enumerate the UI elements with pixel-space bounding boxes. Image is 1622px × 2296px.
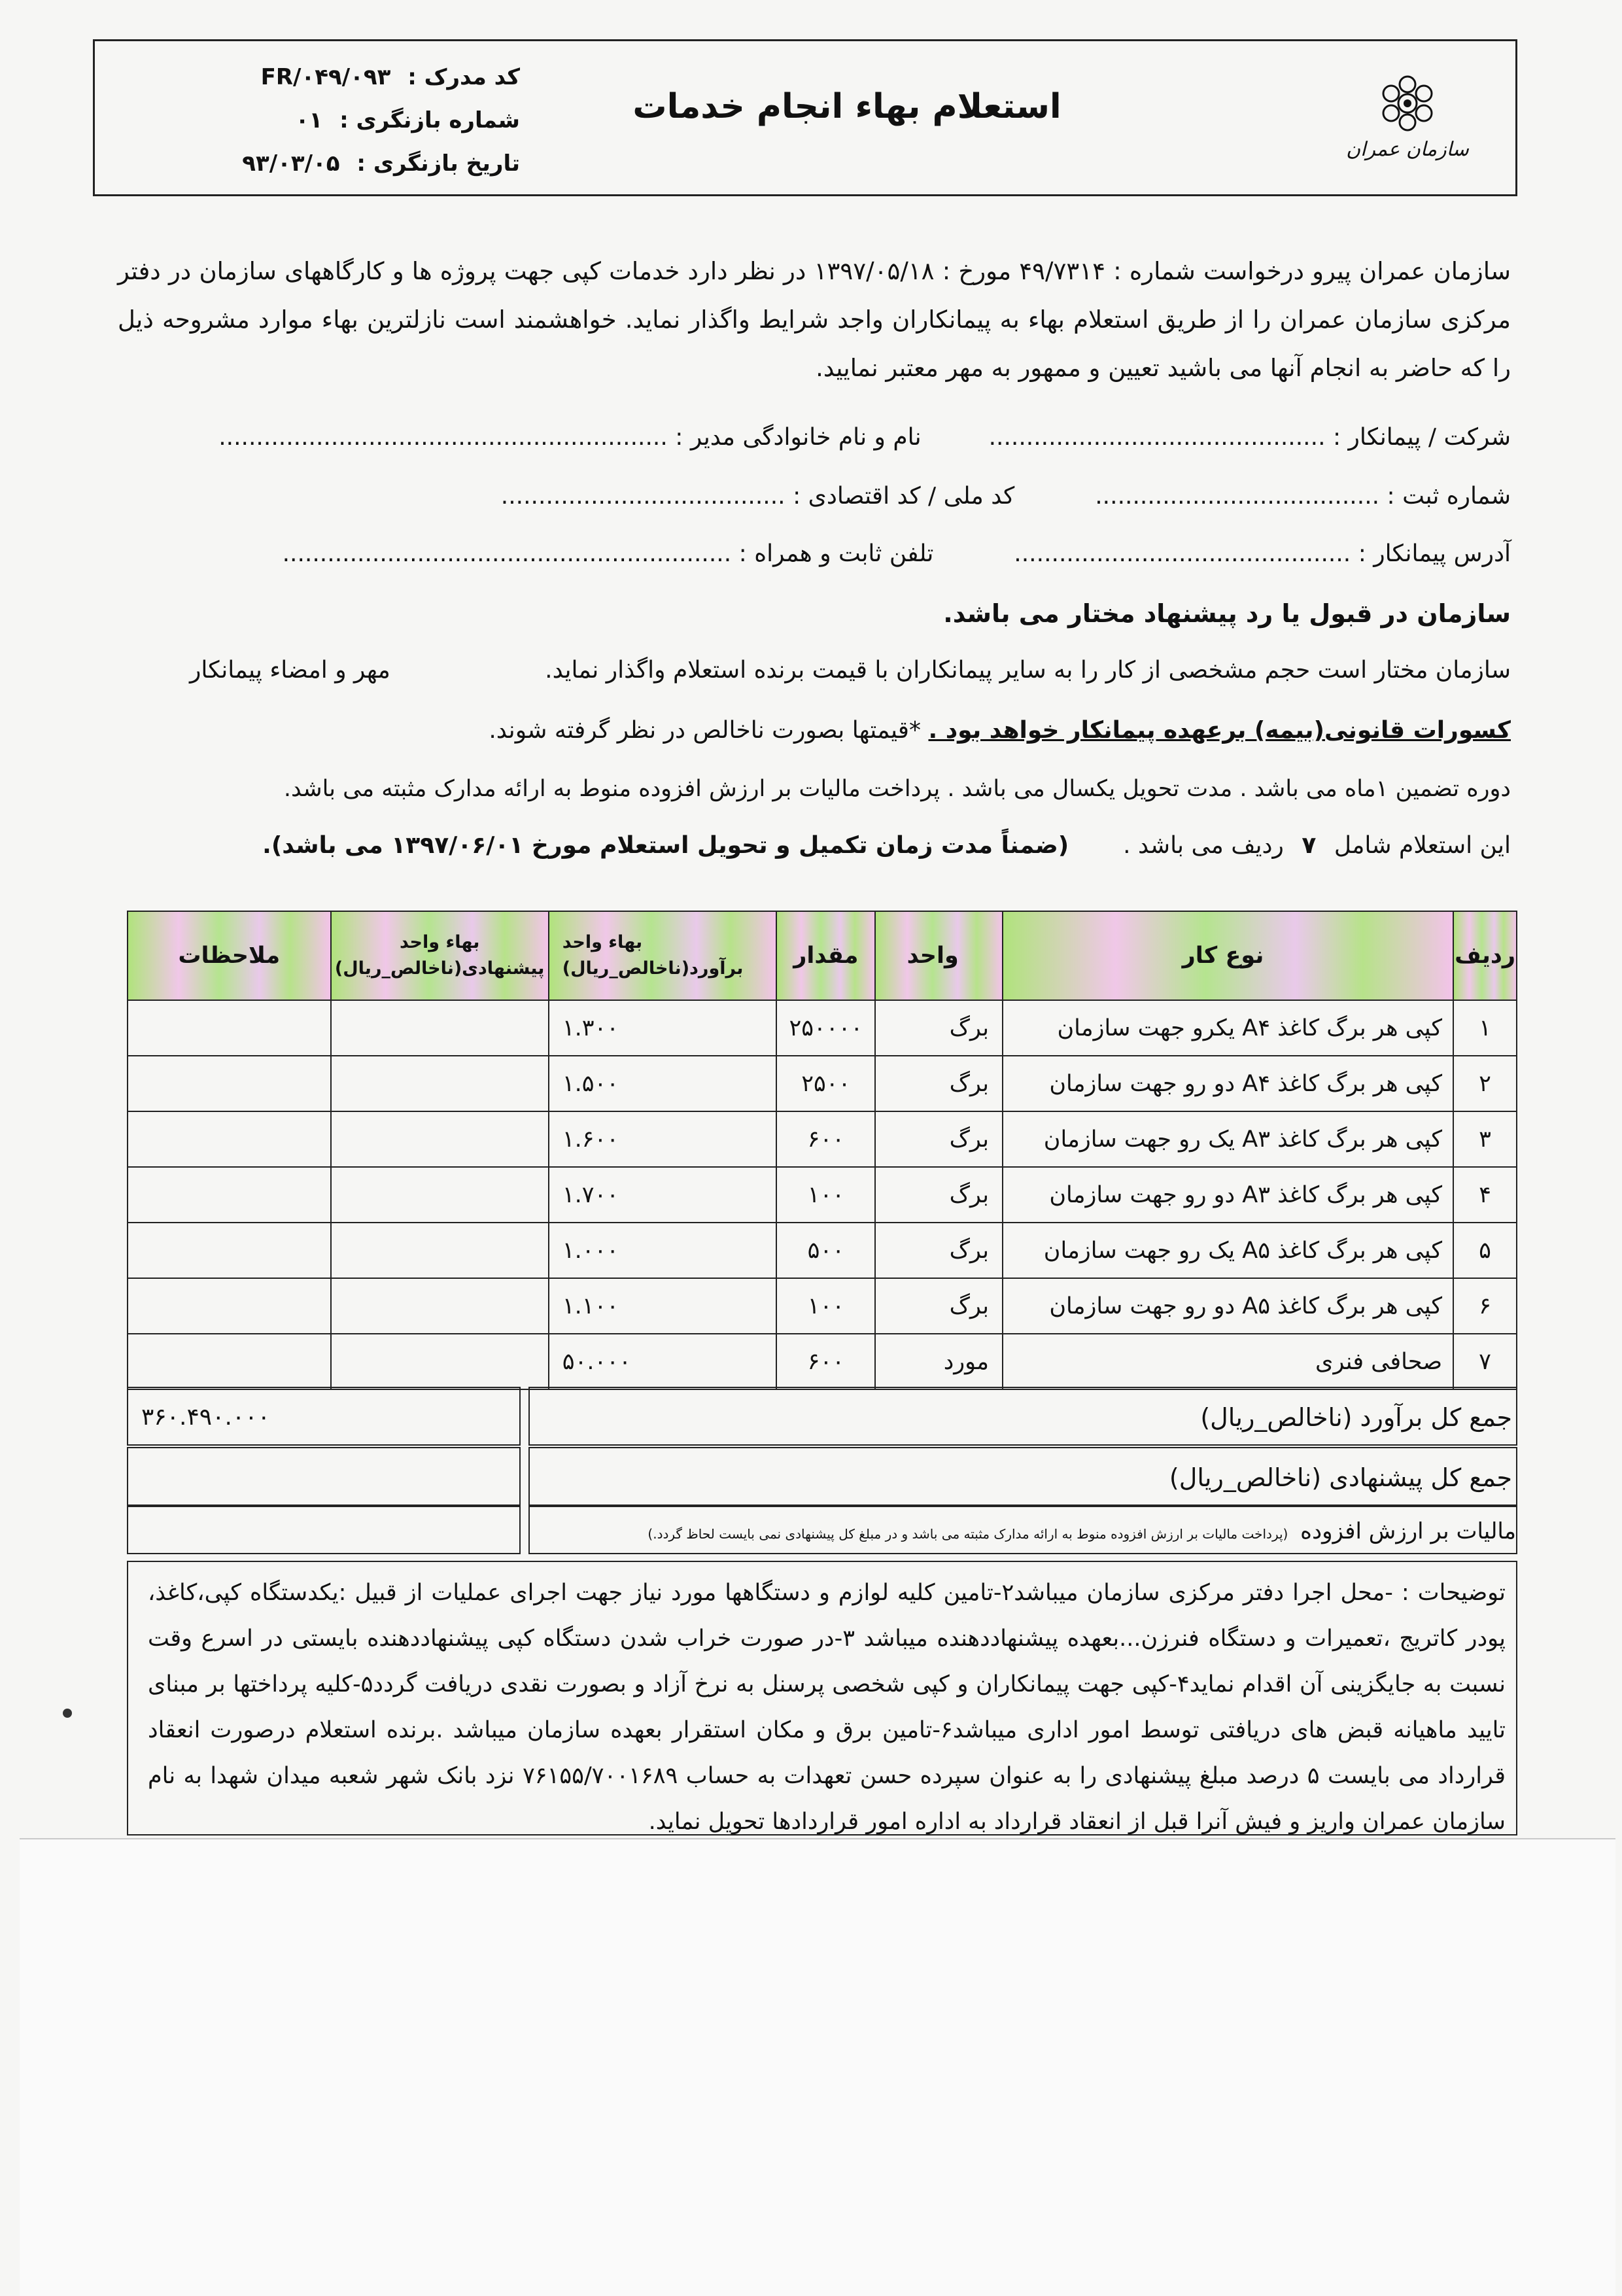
cell-prop <box>331 1167 549 1223</box>
national-id-dots: ...................................... <box>500 483 785 510</box>
cell-idx: ۱ <box>1453 1000 1517 1056</box>
cell-unit: برگ <box>875 1111 1003 1167</box>
cell-work: کپی هر برگ کاغذ A۴ دو رو جهت سازمان <box>1003 1056 1453 1111</box>
vat-label-cell <box>528 1506 1517 1554</box>
total-estimate-value: ۳۶۰.۴۹۰.۰۰۰ <box>127 1387 521 1446</box>
national-id-label: کد ملی / کد اقتصادی : <box>793 483 1015 510</box>
phone-dots: ............................................................ <box>282 540 732 567</box>
cell-work: کپی هر برگ کاغذ A۵ دو رو جهت سازمان <box>1003 1278 1453 1334</box>
phone-label: تلفن ثابت و همراه : <box>738 540 934 567</box>
cell-prop <box>331 1278 549 1334</box>
vat-value <box>127 1506 521 1554</box>
cell-notes <box>128 1167 331 1223</box>
reg-no-dots: ...................................... <box>1095 483 1380 510</box>
items-table <box>127 911 1517 1390</box>
cell-work: کپی هر برگ کاغذ A۴ یکرو جهت سازمان <box>1003 1000 1453 1056</box>
cell-work: کپی هر برگ کاغذ A۵ یک رو جهت سازمان <box>1003 1223 1453 1278</box>
cell-est: ۱.۷۰۰ <box>549 1167 777 1223</box>
cell-unit: برگ <box>875 1223 1003 1278</box>
col-header-est <box>549 911 777 1000</box>
col-header-est-line2: برآورد(ناخالص_ریال) <box>562 958 744 979</box>
contractor-signature-label: مهر و امضاء پیمانکار <box>190 657 390 684</box>
cell-work: کپی هر برگ کاغذ A۳ دو رو جهت سازمان <box>1003 1167 1453 1223</box>
cell-idx: ۲ <box>1453 1056 1517 1111</box>
form-line-company <box>218 424 1511 451</box>
address-dots: ............................................. <box>1014 540 1351 567</box>
manager-label: نام و نام خانوادگی مدیر : <box>675 424 922 451</box>
cell-est: ۱.۵۰۰ <box>549 1056 777 1111</box>
address-label: آدرس پیمانکار : <box>1358 540 1511 567</box>
items-table-wrap <box>127 911 1517 1390</box>
col-header-notes: ملاحظات <box>128 911 331 1000</box>
torn-paper-overlay <box>20 1838 1615 2296</box>
cell-idx: ۷ <box>1453 1334 1517 1389</box>
cell-est: ۵۰.۰۰۰ <box>549 1334 777 1389</box>
total-estimate-label: جمع کل برآورد (ناخالص_ریال) <box>528 1387 1517 1446</box>
total-proposal-value <box>127 1447 521 1506</box>
col-header-qty: مقدار <box>776 911 875 1000</box>
cell-qty: ۱۰۰ <box>776 1167 875 1223</box>
logo-text: سازمان عمران <box>1346 138 1469 161</box>
revision-date-label: تاریخ بازنگری : <box>356 150 520 177</box>
cell-unit: مورد <box>875 1334 1003 1389</box>
cell-qty: ۱۰۰ <box>776 1278 875 1334</box>
company-dots: ............................................. <box>988 424 1326 451</box>
cell-notes <box>128 1000 331 1056</box>
col-header-idx: ردیف <box>1453 911 1517 1000</box>
cell-qty: ۲۵۰۰ <box>776 1056 875 1111</box>
cell-unit: برگ <box>875 1000 1003 1056</box>
doc-code-label: کد مدرک : <box>407 64 520 90</box>
cell-unit: برگ <box>875 1056 1003 1111</box>
cell-qty: ۶۰۰ <box>776 1111 875 1167</box>
cell-idx: ۶ <box>1453 1278 1517 1334</box>
cell-unit: برگ <box>875 1278 1003 1334</box>
ink-dot <box>63 1709 72 1718</box>
intro-paragraph: سازمان عمران پیرو درخواست شماره : ۴۹/۷۳۱۴ مورخ : ۱۳۹۷/۰۵/۱۸ در نظر دارد خدمات کپی جهت پروژه ها و کارگاههای سازمان در دفتر مرکزی سازمان عمران را از طریق استعلام بهاء به پیمانکاران واجد شرایط واگذار نماید. خواهشمند است نازلترین بهاء موارد مشروحه ذیل را که حاضر به انجام آنها می باشید تعیین و ممهور به مهر معتبر نمایید. <box>118 257 1511 382</box>
cell-idx: ۴ <box>1453 1167 1517 1223</box>
cell-qty: ۶۰۰ <box>776 1334 875 1389</box>
revision-value: ۰۱ <box>295 107 323 133</box>
table-row <box>128 1111 1517 1167</box>
cell-prop <box>331 1111 549 1167</box>
term-row-count-a: این استعلام شامل <box>1334 832 1511 859</box>
description-box: توضیحات : -محل اجرا دفتر مرکزی سازمان میباشد۲-تامین کلیه لوازم و دستگاهها مورد نیاز جهت اجرای عملیات از قبیل :یکدستگاه کپی،کاغذ، پودر کاتریج ،تعمیرات و دستگاه فنرزن...بعهده پیشنهاددهنده میباشد ۳-در صورت خراب شدن دستگاه کپی پیشنهاددهنده بایستی در اسرع وقت نسبت به جایگزینی آن اقدام نماید۴-کپی جهت پیمانکاران و کپی شخصی پرسنل به نرخ آزاد و بصورت نقدی دریافت گردد۵-کلیه پرداختها بر مبنای تایید ماهیانه قبض های دریافتی توسط امور اداری میباشد۶-تامین برق و مکان استقرار بعهده سازمان میباشد .برنده استعلام درصورت انعقاد قرارداد می بایست ۵ درصد مبلغ پیشنهادی را به عنوان سپرده حسن تعهدات به حساب ۷۶۱۵۵/۷۰۰۱۶۸۹ نزد بانک شهر شعبه میدان شهدا به نام سازمان عمران واریز و فیش آنرا قبل از انعقاد قرارداد به اداره امور قراردادها تحویل نماید. <box>127 1561 1517 1835</box>
document-meta <box>154 56 520 185</box>
cell-notes <box>128 1334 331 1389</box>
company-label: شرکت / پیمانکار : <box>1332 424 1511 451</box>
cell-qty: ۵۰۰ <box>776 1223 875 1278</box>
cell-est: ۱.۳۰۰ <box>549 1000 777 1056</box>
cell-est: ۱.۰۰۰ <box>549 1223 777 1278</box>
term-deductions-bold: کسورات قانونی(بیمه) برعهده پیمانکار خواهد بود . <box>928 717 1511 744</box>
col-header-prop-line2: پیشنهادی(ناخالص_ریال) <box>334 958 545 979</box>
page-title: استعلام بهاء انجام خدمات <box>632 87 1061 126</box>
cell-work: صحافی فنری <box>1003 1334 1453 1389</box>
cell-prop <box>331 1000 549 1056</box>
term-volume <box>545 657 1511 684</box>
cell-notes <box>128 1278 331 1334</box>
form-line-address <box>283 540 1511 567</box>
term-row-count-value: ۷ <box>1302 832 1317 859</box>
revision-label: شماره بازنگری : <box>339 107 520 133</box>
term-volume-text: سازمان مختار است حجم مشخصی از کار را به سایر پیمانکاران با قیمت برنده استعلام واگذار نماید. <box>545 657 1511 684</box>
table-row <box>128 1334 1517 1389</box>
form-line-registration <box>501 483 1511 510</box>
term-deadline: (ضمناً مدت زمان تکمیل و تحویل استعلام مورخ ۱۳۹۷/۰۶/۰۱ می باشد). <box>262 832 1069 859</box>
cell-est: ۱.۶۰۰ <box>549 1111 777 1167</box>
cell-qty: ۲۵۰۰۰۰ <box>776 1000 875 1056</box>
col-header-est-line1: بهاء واحد <box>562 932 643 952</box>
term-warranty: دوره تضمین ۱ماه می باشد . مدت تحویل یکسال می باشد . پرداخت مالیات بر ارزش افزوده منوط به ارائه مدارک مثبته می باشد. <box>283 776 1511 802</box>
cell-notes <box>128 1056 331 1111</box>
vat-note: (پرداخت مالیات بر ارزش افزوده منوط به ارائه مدارک مثبته می باشد و در مبلغ کل پیشنهادی نمی بایست لحاظ گردد.) <box>647 1526 1288 1542</box>
vat-row <box>127 1506 1517 1554</box>
table-row <box>128 1000 1517 1056</box>
vat-label: مالیات بر ارزش افزوده <box>1300 1518 1516 1544</box>
logo <box>1339 67 1476 161</box>
term-deductions-note: *قیمتها بصورت ناخالص در نظر گرفته شوند. <box>489 717 922 744</box>
cell-unit: برگ <box>875 1167 1003 1223</box>
revision-date-value: ۹۳/۰۳/۰۵ <box>242 150 340 177</box>
header-box <box>93 39 1517 196</box>
col-header-unit: واحد <box>875 911 1003 1000</box>
cell-prop <box>331 1334 549 1389</box>
cell-prop <box>331 1056 549 1111</box>
cell-work: کپی هر برگ کاغذ A۳ یک رو جهت سازمان <box>1003 1111 1453 1167</box>
cell-notes <box>128 1223 331 1278</box>
term-row-count <box>262 832 1511 859</box>
table-row <box>128 1223 1517 1278</box>
term-row-count-b: ردیف می باشد . <box>1123 832 1284 859</box>
logo-emblem-icon <box>1372 67 1443 139</box>
manager-dots: ............................................................ <box>218 424 668 451</box>
reg-no-label: شماره ثبت : <box>1387 483 1511 510</box>
table-header-row <box>128 911 1517 1000</box>
term-accept-reject: سازمان در قبول یا رد پیشنهاد مختار می باشد. <box>943 599 1511 628</box>
table-row <box>128 1167 1517 1223</box>
cell-idx: ۵ <box>1453 1223 1517 1278</box>
total-estimate-row <box>127 1387 1517 1446</box>
total-proposal-label: جمع کل پیشنهادی (ناخالص_ریال) <box>528 1447 1517 1506</box>
table-row <box>128 1278 1517 1334</box>
revision-row <box>154 99 520 142</box>
doc-code-value: FR/۰۴۹/۰۹۳ <box>260 64 391 90</box>
term-deductions <box>489 717 1511 744</box>
cell-notes <box>128 1111 331 1167</box>
table-row <box>128 1056 1517 1111</box>
cell-prop <box>331 1223 549 1278</box>
col-header-prop <box>331 911 549 1000</box>
revision-date-row <box>154 142 520 185</box>
col-header-prop-line1: بهاء واحد <box>399 932 480 952</box>
col-header-work: نوع کار <box>1003 911 1453 1000</box>
cell-idx: ۳ <box>1453 1111 1517 1167</box>
doc-code-row <box>154 56 520 99</box>
cell-est: ۱.۱۰۰ <box>549 1278 777 1334</box>
total-proposal-row <box>127 1447 1517 1506</box>
